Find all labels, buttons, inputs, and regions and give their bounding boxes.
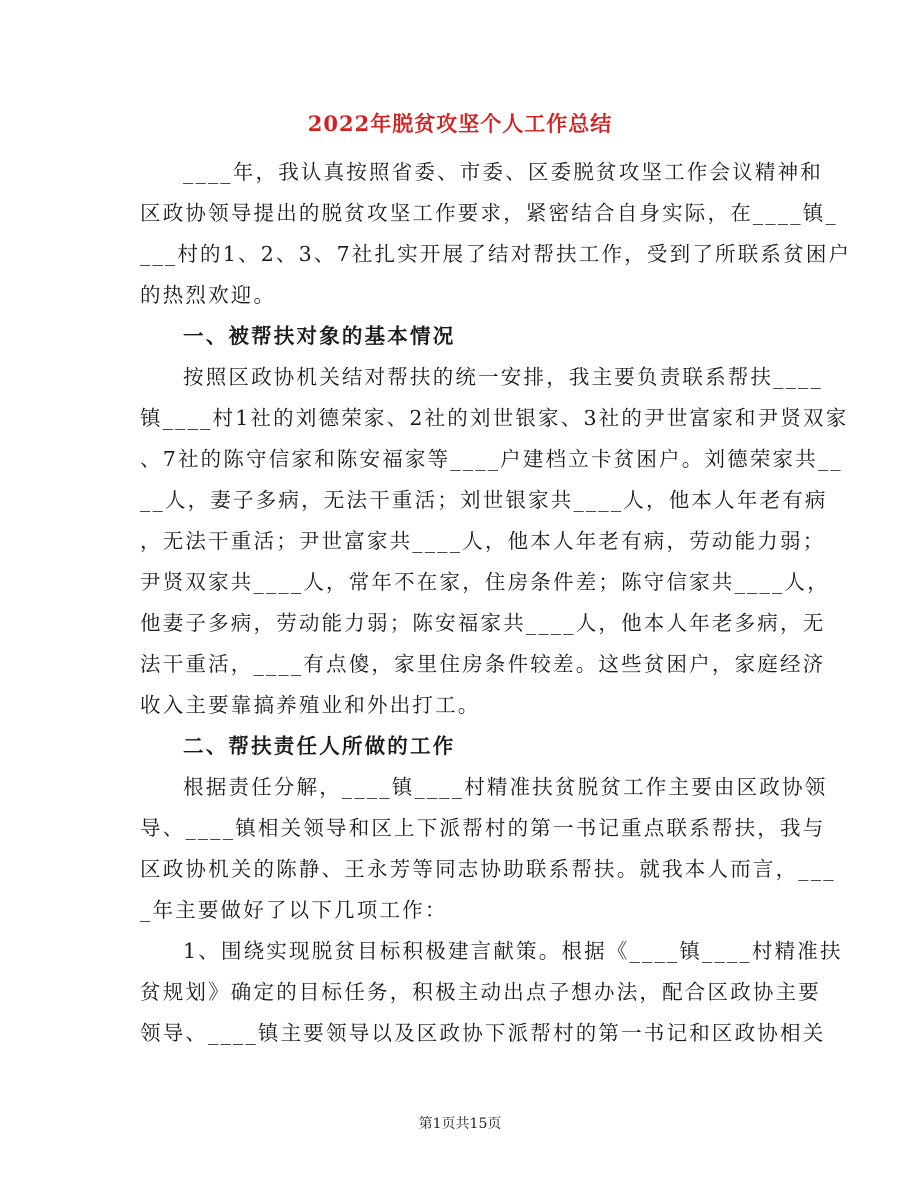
paragraph-line: 导、____镇相关领导和区上下派帮村的第一书记重点联系帮扶，我与 <box>140 816 826 840</box>
paragraph-line: 尹贤双家共____人，常年不在家，住房条件差；陈守信家共____人， <box>140 570 830 594</box>
paragraph-line: 区政协机关的陈静、王永芳等同志协助联系帮扶。就我本人而言，___ <box>140 857 836 881</box>
paragraph-line: 的热烈欢迎。 <box>140 283 277 307</box>
section-heading: 二、帮扶责任人所做的工作 <box>183 734 456 758</box>
paragraph-line: 镇____村1社的刘德荣家、2社的刘世银家、3社的尹世富家和尹贤双家 <box>140 406 849 430</box>
paragraph-line: __人，妻子多病，无法干重活；刘世银家共____人，他本人年老有病 <box>140 488 828 512</box>
page-number-footer: 第1页共15页 <box>418 1116 502 1132</box>
paragraph-line: _年主要做好了以下几项工作： <box>140 898 448 922</box>
paragraph-line: 领导、____镇主要领导以及区政协下派帮村的第一书记和区政协相关 <box>140 1021 826 1045</box>
document-title: 2022年脱贫攻坚个人工作总结 <box>307 111 613 136</box>
paragraph-line: 收入主要靠搞养殖业和外出打工。 <box>140 693 481 717</box>
paragraph-line: 、7社的陈守信家和陈安福家等____户建档立卡贫困户。刘德荣家共__ <box>140 447 843 471</box>
paragraph-line: ，无法干重活；尹世富家共____人，他本人年老有病，劳动能力弱； <box>140 529 826 553</box>
paragraph-line: ____年，我认真按照省委、市委、区委脱贫攻坚工作会议精神和 <box>183 160 823 184</box>
paragraph-line: ___村的1、2、3、7社扎实开展了结对帮扶工作，受到了所联系贫困户 <box>140 242 852 266</box>
paragraph-line: 1、围绕实现脱贫目标积极建言献策。根据《____镇____村精准扶 <box>183 939 843 963</box>
paragraph-line: 根据责任分解，____镇____村精准扶贫脱贫工作主要由区政协领 <box>183 775 828 799</box>
paragraph-line: 法干重活，____有点傻，家里住房条件较差。这些贫困户，家庭经济 <box>140 652 826 676</box>
paragraph-line: 贫规划》确定的目标任务，积极主动出点子想办法，配合区政协主要 <box>140 980 821 1004</box>
section-heading: 一、被帮扶对象的基本情况 <box>183 324 456 348</box>
paragraph-line: 按照区政协机关结对帮扶的统一安排，我主要负责联系帮扶____ <box>183 365 823 389</box>
paragraph-line: 区政协领导提出的脱贫攻坚工作要求，紧密结合自身实际，在____镇_ <box>140 201 838 225</box>
paragraph-line: 他妻子多病，劳动能力弱；陈安福家共____人，他本人年老多病，无 <box>140 611 826 635</box>
